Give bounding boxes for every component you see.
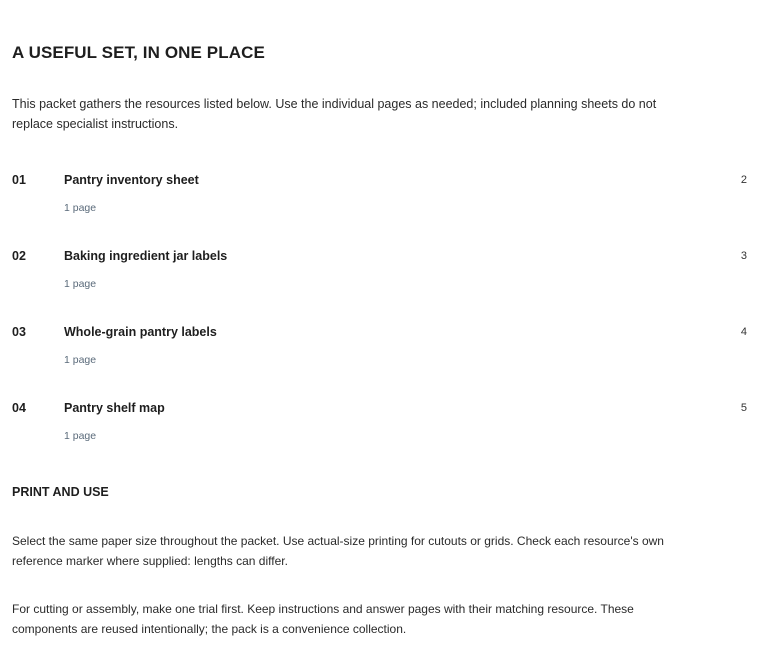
toc-item-title: Pantry inventory sheet [64,173,199,187]
toc-item-page-count: 1 page [64,278,97,290]
toc-item [12,249,748,309]
toc-item-page-number: 2 [740,174,747,186]
print-paragraph: Select the same paper size throughout the packet. Use actual-size printing for cutouts or grids. Check each resource's own reference marker where supplied: lengths can differ. [12,534,664,568]
toc-item-page-count: 1 page [64,354,97,366]
print-paragraph: For cutting or assembly, make one trial first. Keep instructions and answer pages with their matching resource. These components are reused intentionally; the pack is a convenience collection. [12,602,634,636]
toc-item-page-count: 1 page [64,430,97,442]
toc-item [12,173,748,233]
toc-item-number: 04 [12,401,26,415]
print-and-use-heading: PRINT AND USE [12,485,109,499]
toc-item-title: Pantry shelf map [64,401,165,415]
toc-item [12,325,748,385]
toc-item-number: 03 [12,325,26,339]
toc-item-page-number: 4 [740,326,747,338]
toc-item-number: 02 [12,249,26,263]
page-title: A USEFUL SET, IN ONE PLACE [12,43,265,62]
toc-item [12,401,748,461]
toc-item-number: 01 [12,173,26,187]
toc-item-title: Whole-grain pantry labels [64,325,217,339]
toc-item-page-count: 1 page [64,202,97,214]
toc-item-page-number: 5 [740,402,747,414]
toc-item-title: Baking ingredient jar labels [64,249,228,263]
intro-paragraph: This packet gathers the resources listed below. Use the individual pages as needed; included planning sheets do not replace specialist instructions. [12,97,657,131]
toc-item-page-number: 3 [740,250,747,262]
